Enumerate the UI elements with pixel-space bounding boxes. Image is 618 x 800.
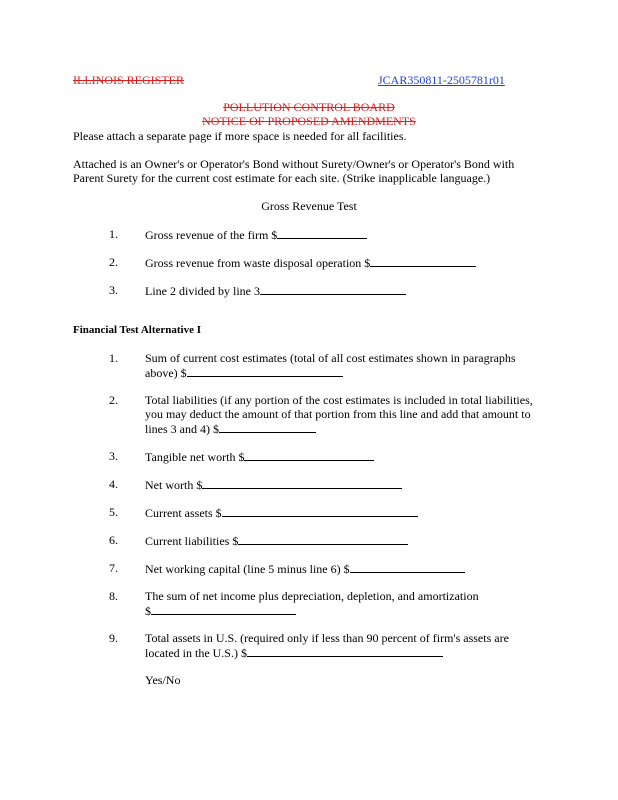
cost-estimates-blank[interactable] (187, 365, 343, 377)
fin-item-number: 7. (109, 561, 118, 575)
fin-item-number: 6. (109, 533, 118, 547)
fin-item-8-line-2: $ (145, 603, 296, 618)
fin-item-8-line-1: The sum of net income plus depreciation, depletion, and amortization (145, 589, 479, 603)
fin-item-number: 9. (109, 631, 118, 645)
waste-revenue-blank[interactable] (370, 255, 476, 267)
financial-test-heading: Financial Test Alternative I (73, 324, 202, 336)
tangible-net-worth-blank[interactable] (244, 449, 374, 461)
fin-item-2-line-3: lines 3 and 4) $ (145, 421, 316, 436)
fin-item-1-line-1: Sum of current cost estimates (total of all cost estimates shown in paragraphs (145, 351, 516, 365)
net-working-capital-blank[interactable] (350, 561, 465, 573)
fin-item-3: Tangible net worth $ (145, 449, 374, 464)
fin-item-number: 1. (109, 351, 118, 365)
intro-line-2: Attached is an Owner's or Operator's Bond without Surety/Owner's or Operator's Bond with (73, 157, 515, 171)
gross-item-1: Gross revenue of the firm $ (145, 227, 367, 242)
current-liabilities-blank[interactable] (238, 533, 408, 545)
fin-item-number: 2. (109, 393, 118, 407)
gross-revenue-blank[interactable] (277, 227, 367, 239)
gross-item-2: Gross revenue from waste disposal operation $ (145, 255, 476, 270)
intro-line-3: Parent Surety for the current cost estimate for each site. (Strike inapplicable language.) (73, 171, 491, 185)
gross-item-number: 3. (109, 283, 118, 297)
fin-item-number: 4. (109, 477, 118, 491)
fin-item-5: Current assets $ (145, 505, 418, 520)
board-title: POLLUTION CONTROL BOARD (223, 100, 395, 114)
gross-item-number: 1. (109, 227, 118, 241)
fin-item-2-line-1: Total liabilities (if any portion of the cost estimates is included in total liabilities, (145, 393, 533, 407)
fin-item-9-line-2: located in the U.S.) $ (145, 645, 443, 660)
gross-revenue-heading: Gross Revenue Test (261, 199, 357, 213)
total-liabilities-blank[interactable] (219, 421, 316, 433)
fin-item-1-line-2: above) $ (145, 365, 343, 380)
fin-item-4: Net worth $ (145, 477, 402, 492)
current-assets-blank[interactable] (222, 505, 418, 517)
us-assets-blank[interactable] (247, 645, 443, 657)
net-worth-blank[interactable] (202, 477, 402, 489)
register-header: ILLINOIS REGISTER (73, 73, 184, 87)
fin-item-number: 8. (109, 589, 118, 603)
fin-item-2-line-2: you may deduct the amount of that portion from this line and add that amount to (145, 407, 531, 421)
gross-item-number: 2. (109, 255, 118, 269)
fin-item-number: 5. (109, 505, 118, 519)
fin-item-9-line-1: Total assets in U.S. (required only if less than 90 percent of firm's assets are (145, 631, 509, 645)
notice-title: NOTICE OF PROPOSED AMENDMENTS (202, 114, 416, 128)
intro-line-1: Please attach a separate page if more space is needed for all facilities. (73, 129, 407, 143)
fin-item-6: Current liabilities $ (145, 533, 408, 548)
line-ratio-blank[interactable] (260, 283, 406, 295)
yes-no-option[interactable]: Yes/No (145, 673, 181, 687)
net-income-sum-blank[interactable] (151, 603, 296, 615)
jcar-code: JCAR350811-2505781r01 (378, 73, 505, 87)
fin-item-number: 3. (109, 449, 118, 463)
gross-item-3: Line 2 divided by line 3 (145, 283, 406, 298)
fin-item-7: Net working capital (line 5 minus line 6) $ (145, 561, 465, 576)
